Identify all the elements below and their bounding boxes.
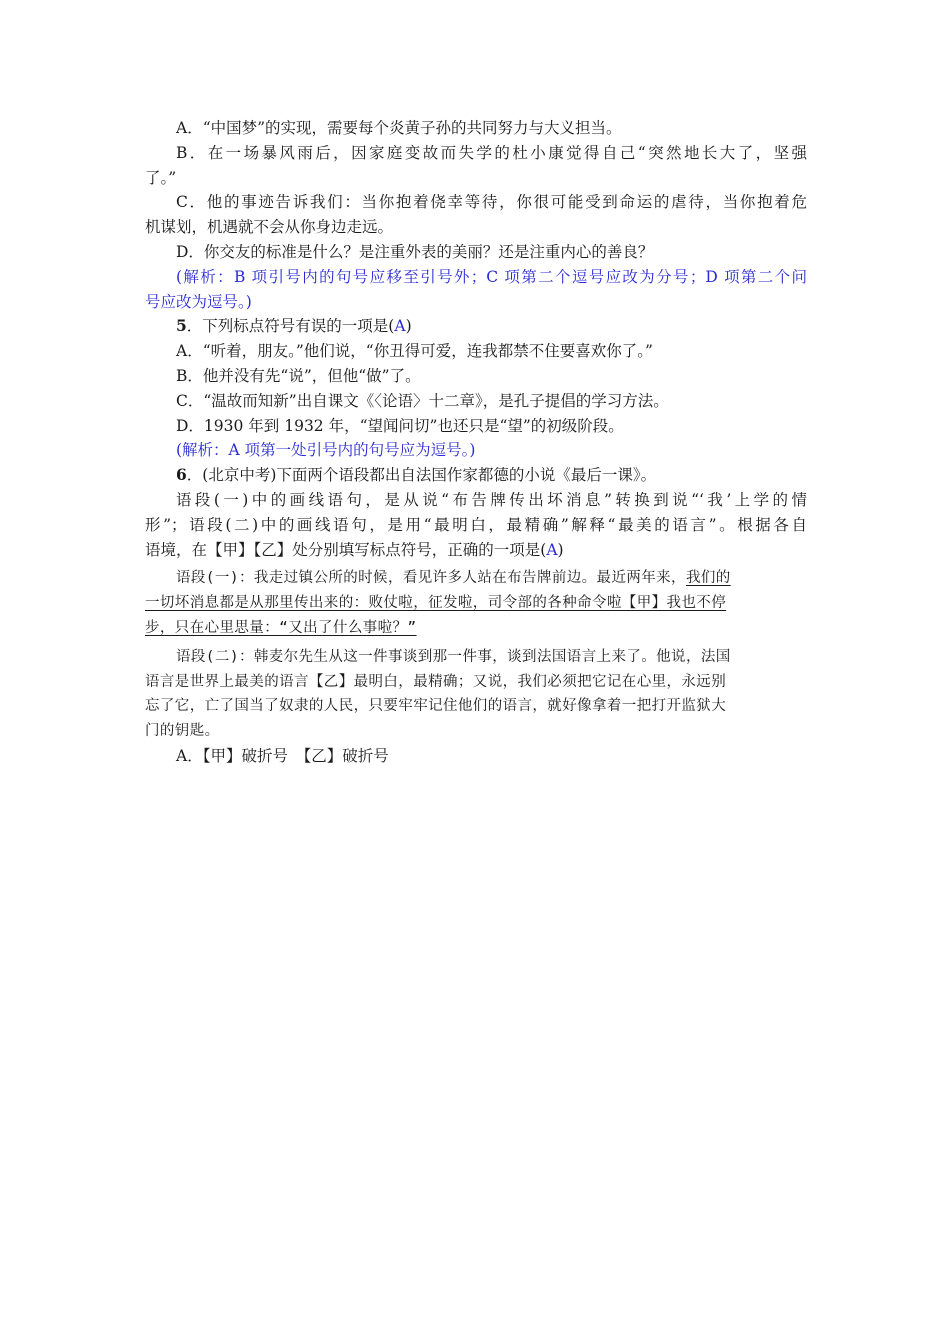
q6-intro-text: 语境，在【甲】【乙】处分别填写标点符号，正确的一项是( [145,540,547,559]
passage2-line1: 语段(二)：韩麦尔先生从这一件事谈到那一件事，谈到法国语言上来了。他说，法国 [176,648,731,665]
passage2-line2: 语言是世界上最美的语言【乙】最明白，最精确；又说，我们必须把它记在心里，永远别 [145,673,727,690]
q4-analysis-line1: (解析：B 项引号内的句号应移至引号外；C 项第二个逗号应改为分号；D 项第二个问 [176,267,807,286]
passage1-line1-text: 语段(一)：我走过镇公所的时候，看见许多人站在布告牌前边。最近两年来， [176,570,686,587]
q5-option-c: C．“温故而知新”出自课文《〈论语〉十二章》，是孔子提倡的学习方法。 [176,391,669,410]
passage2-line4: 门的钥匙。 [145,723,220,740]
q5-analysis: (解析：A 项第一处引号内的句号应为逗号。) [176,441,476,460]
passage1-underlined-start: 我们的 [685,570,731,587]
q4-option-b-line2: 了。” [145,168,177,187]
q6-intro-line1: 语段(一)中的画线语句，是从说“布告牌传出坏消息”转换到说“‘我’上学的情 [176,490,807,509]
q5-option-b: B．他并没有先“说”，但他“做”了。 [176,366,421,385]
passage2-line3: 忘了它，亡了国当了奴隶的人民，只要牢牢记住他们的语言，就好像拿着一把打开监狱大 [145,698,727,715]
q4-option-b-line1: B．在一场暴风雨后，因家庭变故而失学的杜小康觉得自己“突然地长大了，坚强 [176,143,807,162]
q6-answer: A [546,540,558,559]
q6-number: 6 [176,465,187,485]
q6-intro-line2: 形”；语段(二)中的画线语句，是用“最明白，最精确”解释“最美的语言”。根据各自 [145,515,807,534]
q6-intro-line3 [145,538,807,563]
q4-option-d: D．你交友的标准是什么？是注重外表的美丽？还是注重内心的善良？ [176,242,654,261]
q4-analysis-line2: 号应改为逗号。) [145,292,252,311]
q5-option-d: D．1930 年到 1932 年，“望闻问切”也还只是“望”的初级阶段。 [176,416,624,435]
passage1-line2: 一切坏消息都是从那里传出来的：败仗啦，征发啦，司令部的各种命令啦【甲】我也不停 [145,595,727,612]
q4-option-c-line2: 机谋划，机遇就不会从你身边走远。 [145,218,394,237]
q5-number: 5 [176,316,187,336]
q4-option-c-line1: C．他的事迹告诉我们：当你抱着侥幸等待，你很可能受到命运的虐待，当你抱着危 [176,193,807,212]
q5-option-a: A．“听着，朋友。”他们说，“你丑得可爱，连我都禁不住要喜欢你了。” [176,342,653,361]
q5-answer: A [394,317,406,336]
passage1-line3: 步，只在心里思量：“又出了什么事啦？” [145,619,417,636]
document-page [145,116,807,769]
passage1-line1 [145,566,807,591]
q5-stem [145,314,807,339]
q5-stem-text: ．下列标点符号有误的一项是( [186,317,395,336]
q6-option-a: A．【甲】破折号 【乙】破折号 [176,746,389,765]
q4-option-a: A．“中国梦”的实现，需要每个炎黄子孙的共同努力与大义担当。 [176,119,622,137]
q5-stem-end: ) [405,317,412,336]
q6-stem-text: ．(北京中考)下面两个语段都出自法国作家都德的小说《最后一课》。 [186,466,657,485]
q6-intro-end: ) [557,540,564,559]
q6-stem [145,463,807,488]
